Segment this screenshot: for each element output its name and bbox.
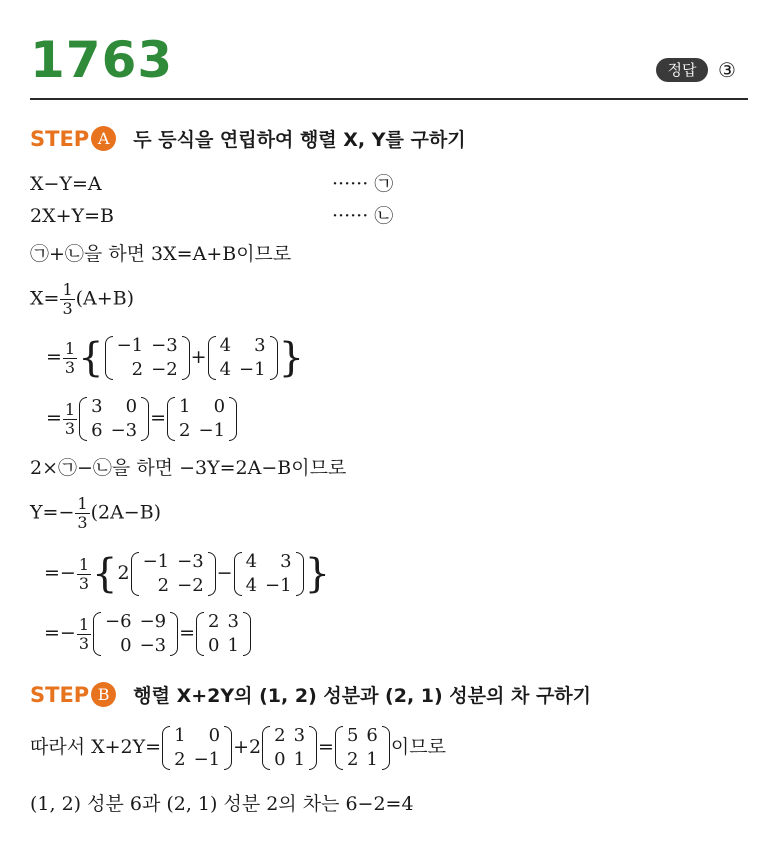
matrix-y [196, 610, 251, 658]
matrix-entry: 1 [174, 725, 186, 746]
matrix-entry: 4 [219, 335, 232, 356]
matrix-entry: 3 [280, 551, 292, 572]
answer-value: ③ [718, 58, 736, 82]
matrix-entry: −2 [177, 575, 204, 596]
matrix-entry: 3 [293, 725, 306, 746]
matrix-x [167, 395, 237, 443]
matrix-entry: 0 [208, 725, 221, 746]
step-a-heading [30, 124, 466, 155]
matrix-entry: −3 [151, 335, 178, 356]
matrix-entry: −1 [193, 749, 221, 770]
matrix-y [262, 724, 317, 772]
matrix-entry: 2 [179, 420, 191, 441]
matrix-a [105, 334, 190, 382]
matrix-b [208, 334, 278, 382]
matrix-entry: −1 [116, 335, 144, 356]
matrix-sum [79, 395, 149, 443]
right-brace: } [304, 551, 331, 597]
x-expr-line [30, 282, 134, 317]
step-b-heading [30, 680, 591, 711]
matrix-entry: −3 [110, 420, 138, 441]
matrix-entry: 2 [157, 575, 170, 596]
matrix-entry: 3 [227, 611, 239, 632]
step-b-title: 행렬 X+2Y의 (1, 2) 성분과 (2, 1) 성분의 차 구하기 [133, 685, 592, 707]
matrix-entry: 3 [91, 396, 103, 417]
x-sum-line: = $\frac{1}{3}$ { −1 −3 2 −2 + 4 3 4 −1 } [46, 335, 305, 381]
problem-number: 1763 [30, 31, 174, 89]
fraction-third: $\frac{1}{3}$ [78, 554, 90, 593]
matrix-entry: 2 [346, 749, 359, 770]
header-divider [30, 98, 748, 100]
matrix-entry: −1 [198, 420, 226, 441]
matrix-entry: −9 [139, 611, 167, 632]
left-brace: { [92, 551, 118, 597]
matrix-entry: 2 [208, 611, 220, 632]
equation-1-marker: ······ ㉠ [332, 173, 394, 195]
matrix-entry: 2 [131, 359, 144, 380]
matrix-entry: −1 [265, 575, 292, 596]
x-expr-suffix: (A+B) [75, 287, 135, 310]
combine-line-2: 2×㉠−㉡을 하면 −3Y=2A−B이므로 [30, 457, 347, 479]
fraction-third: $\frac{1}{3}$ [64, 399, 76, 438]
matrix-entry: 4 [245, 575, 258, 596]
fraction-third: $\frac{1}{3}$ [78, 614, 90, 653]
matrix-entry: −3 [177, 551, 204, 572]
matrix-entry: 4 [245, 551, 258, 572]
matrix-entry: 6 [366, 725, 378, 746]
matrix-x [162, 724, 232, 772]
matrix-b [234, 550, 304, 598]
final-sum-line: 따라서 X+2Y= 1 0 2 −1 +2 2 3 0 1 = 5 6 2 1 이므로 [30, 725, 446, 770]
x-result-line: = $\frac{1}{3}$ 3 0 6 −3 = 1 0 2 −1 [46, 395, 238, 443]
x-expr-prefix: X= [30, 287, 60, 310]
matrix-entry: −1 [239, 359, 266, 380]
matrix-a [131, 550, 216, 598]
step-b-label: STEP [30, 683, 90, 707]
matrix-entry: 1 [293, 749, 306, 770]
left-brace: { [78, 335, 104, 381]
matrix-entry: 1 [366, 749, 378, 770]
y-result-line: =− $\frac{1}{3}$ −6 −9 0 −3 = 2 3 0 1 [44, 610, 252, 658]
matrix-entry: 5 [346, 725, 359, 746]
final-answer-line: (1, 2) 성분 6과 (2, 1) 성분 2의 차는 6−2=4 [30, 793, 414, 815]
y-diff-line: =− $\frac{1}{3}$ {2 −1 −3 2 −2 − 4 3 4 −1 } [44, 551, 331, 597]
matrix-result [335, 724, 390, 772]
matrix-entry: 6 [91, 420, 103, 441]
equation-2: 2X+Y=B [30, 205, 114, 227]
matrix-entry: 1 [179, 396, 191, 417]
equation-1: X−Y=A [30, 173, 102, 195]
matrix-entry: −1 [142, 551, 170, 572]
matrix-entry: −2 [151, 359, 178, 380]
matrix-entry: 0 [125, 396, 138, 417]
matrix-entry: 1 [227, 635, 239, 656]
fraction-third: $\frac{1}{3}$ [62, 280, 73, 318]
step-a-title: 두 등식을 연립하여 행렬 X, Y를 구하기 [133, 129, 466, 151]
matrix-entry: −6 [105, 611, 132, 632]
matrix-neg [93, 610, 178, 658]
combine-line: ㉠+㉡을 하면 3X=A+B이므로 [30, 243, 292, 265]
matrix-entry: 0 [274, 749, 286, 770]
matrix-entry: 4 [219, 359, 232, 380]
matrix-entry: 2 [274, 725, 286, 746]
matrix-entry: −3 [139, 635, 167, 656]
equation-2-marker: ······ ㉡ [332, 205, 394, 227]
matrix-entry: 0 [208, 635, 220, 656]
right-brace: } [278, 335, 305, 381]
step-a-label: STEP [30, 127, 90, 151]
step-a-circle: A [91, 126, 116, 151]
matrix-entry: 2 [174, 749, 186, 770]
matrix-entry: 3 [254, 335, 266, 356]
answer-badge: 정답 [656, 58, 708, 82]
y-expr-line: Y=− $\frac{1}{3}$ (2A−B) [30, 494, 162, 532]
fraction-third: $\frac{1}{3}$ [77, 494, 88, 532]
step-b-circle: B [91, 682, 116, 707]
matrix-entry: 0 [120, 635, 132, 656]
fraction-third: $\frac{1}{3}$ [64, 338, 76, 377]
matrix-entry: 0 [213, 396, 226, 417]
